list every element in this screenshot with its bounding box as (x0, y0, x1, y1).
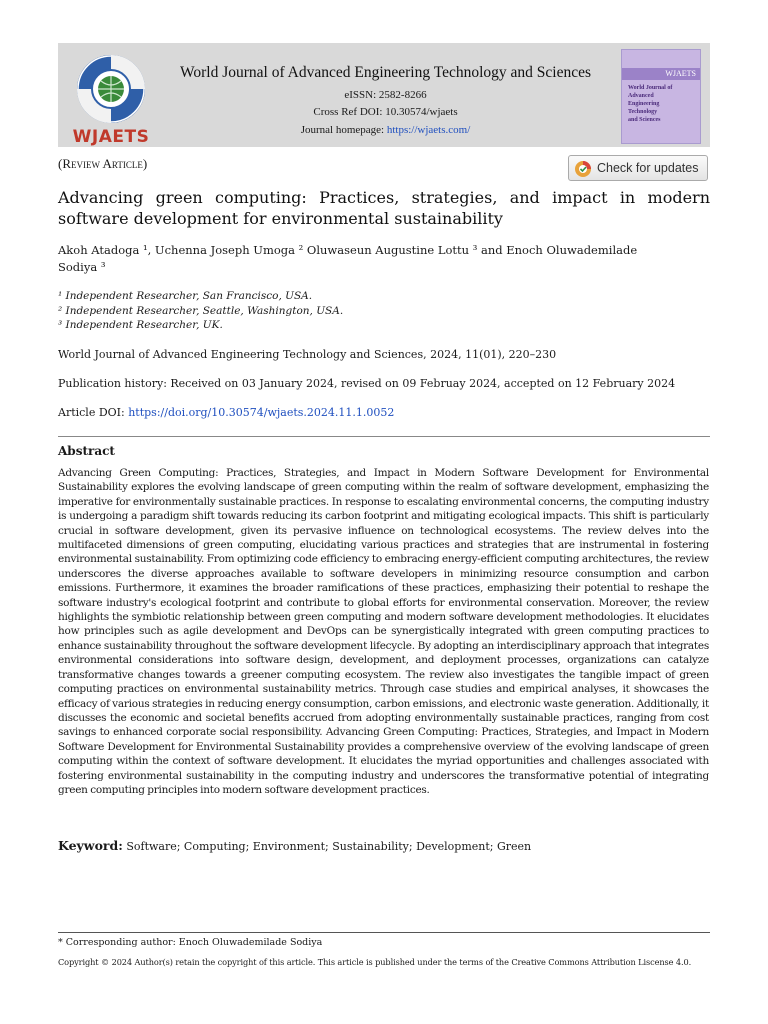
crossref-doi: Cross Ref DOI: 10.30574/wjaets (313, 106, 458, 118)
author-list: Akoh Atadoga ¹, Uchenna Joseph Umoga ² Oluwaseun Augustine Lottu ³ and Enoch Oluwademilade Sodiya ³ (58, 243, 638, 274)
footer-divider (58, 932, 710, 933)
cover-title (628, 84, 672, 124)
logo-text: WJAETS (72, 127, 150, 147)
abstract-heading: Abstract (58, 444, 115, 458)
doi-label: Article DOI: (58, 406, 129, 419)
journal-homepage (158, 124, 613, 136)
check-updates-icon (574, 160, 592, 182)
homepage-label: Journal homepage: (300, 124, 387, 136)
cover-title-line: Technology (628, 109, 658, 115)
affiliation-item: ¹ Independent Researcher, San Francisco, USA. (58, 290, 313, 302)
journal-citation: World Journal of Advanced Engineering Technology and Sciences, 2024, 11(01), 220–230 (58, 348, 557, 361)
article-type: (Review Article) (58, 156, 148, 171)
article-title: Advancing green computing: Practices, strategies, and impact in modern software development for environmental sustainability (58, 188, 710, 228)
affiliation-item: ³ Independent Researcher, UK. (58, 319, 223, 331)
corresponding-author: * Corresponding author: Enoch Oluwademilade Sodiya (58, 937, 323, 948)
eissn: eISSN: 2582-8266 (344, 89, 427, 101)
doi-link[interactable]: https://doi.org/10.30574/wjaets.2024.11.1.0052 (128, 406, 395, 419)
journal-title: World Journal of Advanced Engineering Technology and Sciences (179, 64, 592, 81)
check-updates-label: Check for updates (597, 161, 699, 175)
article-doi (58, 406, 394, 419)
cover-abbr: WJAETS (665, 69, 696, 78)
affiliation-item: ² Independent Researcher, Seattle, Washington, USA. (58, 304, 344, 317)
cover-title-line: and Sciences (628, 117, 661, 123)
affiliations (58, 289, 343, 333)
check-for-updates-button[interactable] (568, 155, 708, 181)
homepage-link[interactable]: https://wjaets.com/ (386, 124, 471, 136)
cover-title-line: Advanced (628, 93, 654, 99)
copyright-notice: Copyright © 2024 Author(s) retain the copyright of this article. This article is published under the terms of the Creative Commons Attribution Liscense 4.0. (58, 957, 692, 967)
cover-title-line: World Journal of (628, 85, 673, 91)
cover-title-line: Engineering (628, 101, 660, 107)
journal-cover-thumbnail (621, 49, 701, 144)
keywords-label: Keyword: (58, 838, 123, 853)
journal-header (58, 43, 710, 147)
section-divider (58, 436, 710, 437)
life-ring-logo-icon (68, 51, 154, 131)
keywords-list: Software; Computing; Environment; Sustainability; Development; Green (122, 840, 532, 853)
abstract-text: Advancing Green Computing: Practices, Strategies, and Impact in Modern Software Development for Environmental Sustainability explores the evolving landscape of green computing within the realm of software development, emphasizing the imperative for environmentally sustainable practices. In response to escalating environmental concerns, the computing industry is undergoing a paradigm shift towards reducing its carbon footprint and mitigating ecological impacts. This shift is particularly crucial in software development, given its pervasive influence on technological ecosystems. The review delves into the multifaceted dimensions of green computing, elucidating various practices and strategies that are instrumental in fostering environmental sustainability. From optimizing code efficiency to embracing energy-efficient computing architectures, the review underscores the diverse approaches available to software developers in minimizing resource consumption and carbon emissions. Furthermore, it examines the broader ramifications of these practices, emphasizing their potential to reshape the software industry's ecological footprint and contribute to global efforts for environmental conservation. Moreover, the review highlights the symbiotic relationship between green computing and modern software development methodologies. It elucidates how principles such as agile development and DevOps can be synergistically integrated with green computing practices to enhance sustainability throughout the software development lifecycle. By adopting an interdisciplinary approach that integrates environmental considerations into software design, development, and deployment processes, organizations can catalyze transformative changes towards a greener computing ecosystem. The review also investigates the tangible impact of green computing practices on environmental sustainability metrics. Through case studies and empirical analyses, it showcases the efficacy of various strategies in reducing energy consumption, carbon emissions, and electronic waste generation. Additionally, it discusses the economic and societal benefits accrued from adopting environmentally sustainable practices, ranging from cost savings to enhanced corporate social responsibility. Advancing Green Computing: Practices, Strategies, and Impact in Modern Software Development for Environmental Sustainability provides a comprehensive overview of the evolving landscape of green computing within the context of software development. It elucidates the myriad opportunities and challenges associated with fostering environmental sustainability in the computing industry and underscores the transformative potential of integrating green computing principles into modern software development practices. (58, 467, 709, 796)
keywords (58, 838, 531, 853)
publication-history: Publication history: Received on 03 January 2024, revised on 09 Februay 2024, accepted on 12 February 2024 (58, 377, 676, 390)
